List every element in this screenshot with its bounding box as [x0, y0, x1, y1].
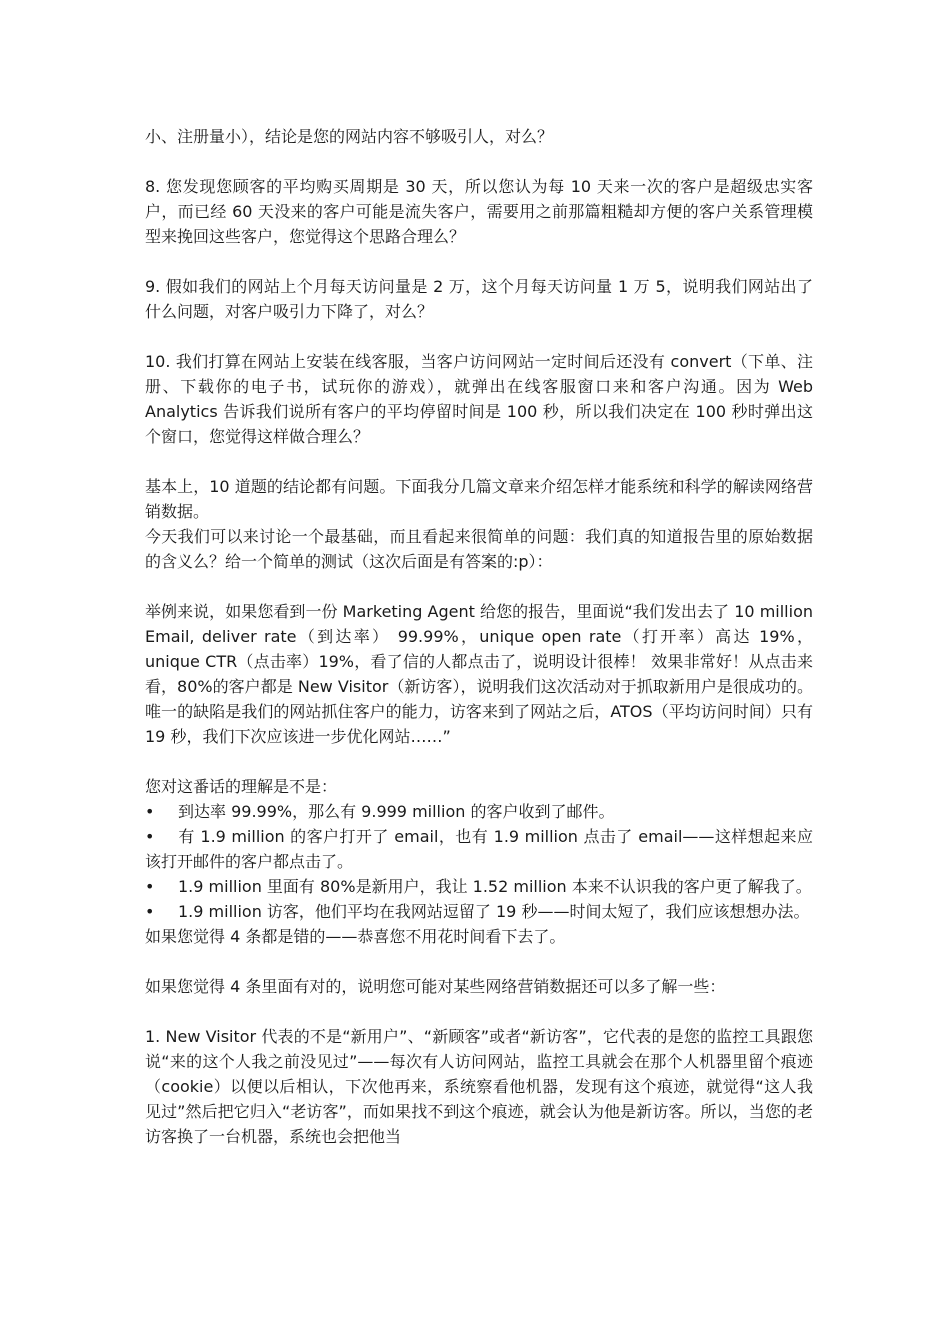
document-page — [145, 124, 813, 1149]
bullet-text: 有 1.9 million 的客户打开了 email，也有 1.9 million 点击了 email——这样想起来应该打开邮件的客户都点击了。 — [145, 827, 813, 871]
question-8: 8. 您发现您顾客的平均购买周期是 30 天，所以您认为每 10 天来一次的客户是超级忠实客户，而已经 60 天没来的客户可能是流失客户，需要用之前那篇粗糙却方便的客户关系管理模型来挽回这些客户，您觉得这个思路合理么？ — [145, 177, 813, 246]
question-9: 9. 假如我们的网站上个月每天访问量是 2 万，这个月每天访问量 1 万 5，说明我们网站出了什么问题，对客户吸引力下降了，对么？ — [145, 277, 813, 321]
today-paragraph: 今天我们可以来讨论一个最基础，而且看起来很简单的问题：我们真的知道报告里的原始数据的含义么？给一个简单的测试（这次后面是有答案的:p）： — [145, 527, 813, 571]
answer-1-paragraph: 1. New Visitor 代表的不是“新用户”、“新顾客”或者“新访客”，它代表的是您的监控工具跟您说“来的这个人我之前没见过”——每次有人访问网站，监控工具就会在那个人机器里留个痕迹（cookie）以便以后相认，下次他再来，系统察看他机器，发现有这个痕迹，就觉得“这人我见过”然后把它归入“老访客”，而如果找不到这个痕迹，就会认为他是新访客。所以，当您的老访客换了一台机器，系统也会把他当 — [145, 1027, 813, 1146]
blank-line — [145, 449, 813, 474]
question-paragraph: 您对这番话的理解是不是： — [145, 777, 338, 796]
bullet-marker: • — [145, 902, 155, 921]
bullet-text: 1.9 million 访客，他们平均在我网站逗留了 19 秒——时间太短了，我们应该想想办法。 — [178, 902, 810, 921]
bullet-marker: • — [145, 827, 155, 846]
blank-line — [145, 249, 813, 274]
bullet-item-2 — [145, 824, 813, 874]
bullet-marker: • — [145, 877, 155, 896]
example-paragraph: 举例来说，如果您看到一份 Marketing Agent 给您的报告，里面说“我们发出去了 10 million Email, deliver rate（到达率） 99.99%，unique open rate（打开率）高达 19%，unique CTR（点击率）19%，看了信的人都点击了，说明设计很棒！ 效果非常好！从点击来看，80%的客户都是 New Visitor（新访客），说明我们这次活动对于抓取新用户是很成功的。唯一的缺陷是我们的网站抓住客户的能力，访客来到了网站之后，ATOS（平均访问时间）只有 19 秒，我们下次应该进一步优化网站……” — [145, 602, 813, 746]
blank-line — [145, 949, 813, 974]
after-bullets-paragraph: 如果您觉得 4 条都是错的——恭喜您不用花时间看下去了。 — [145, 927, 566, 946]
blank-line — [145, 324, 813, 349]
bullet-text: 1.9 million 里面有 80%是新用户，我让 1.52 million 本来不认识我的客户更了解我了。 — [178, 877, 812, 896]
bullet-text: 到达率 99.99%，那么有 9.999 million 的客户收到了邮件。 — [178, 802, 615, 821]
bullet-item-3 — [145, 874, 813, 899]
question-10: 10. 我们打算在网站上安装在线客服，当客户访问网站一定时间后还没有 convert（下单、注册、下载你的电子书，试玩你的游戏），就弹出在线客服窗口来和客户沟通。因为 Web Analytics 告诉我们说所有客户的平均停留时间是 100 秒，所以我们决定在 100 秒时弹出这个窗口，您觉得这样做合理么？ — [145, 352, 813, 446]
blank-line — [145, 749, 813, 774]
summary-paragraph: 基本上，10 道题的结论都有问题。下面我分几篇文章来介绍怎样才能系统和科学的解读网络营销数据。 — [145, 477, 813, 521]
bullet-item-1 — [145, 799, 813, 824]
blank-line — [145, 574, 813, 599]
blank-line — [145, 999, 813, 1024]
blank-line — [145, 149, 813, 174]
bullet-marker: • — [145, 802, 155, 821]
paragraph-intro-tail: 小、注册量小），结论是您的网站内容不够吸引人，对么？ — [145, 127, 554, 146]
if-some-right-paragraph: 如果您觉得 4 条里面有对的，说明您可能对某些网络营销数据还可以多了解一些： — [145, 977, 726, 996]
bullet-item-4 — [145, 899, 813, 924]
